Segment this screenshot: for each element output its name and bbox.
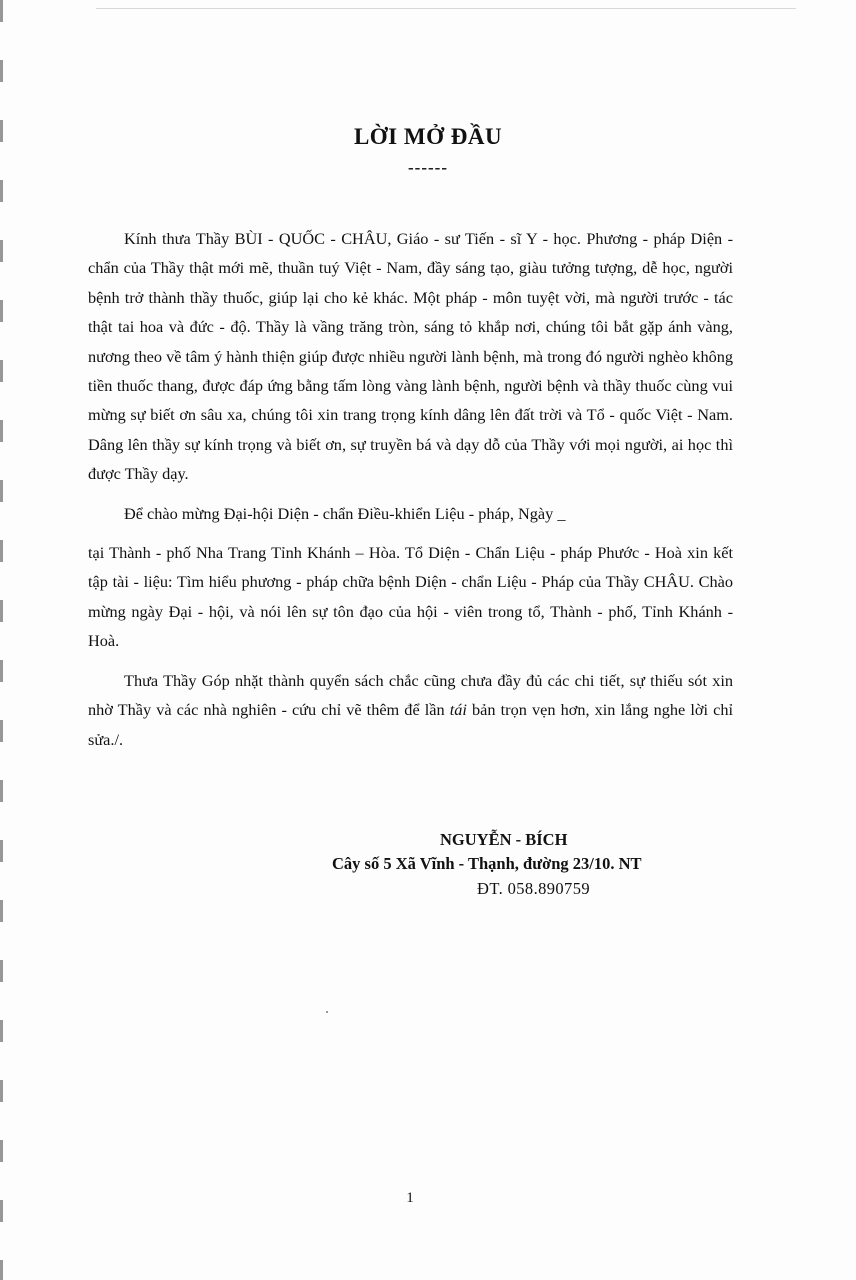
line: chẩn Liệu - Pháp của Thầy CHÂU. Chào mừng ngày Đại - hội, và nói lên sự tôn <box>88 572 733 621</box>
line: thì được Thầy dạy. <box>88 434 733 484</box>
line: trọn vẹn hơn, xin lắng nghe lời chỉ sửa./. <box>88 700 733 749</box>
line: sáng tạo, giàu tưởng tượng, dễ học, người bệnh trở thành thầy thuốc, giúp lại <box>88 258 734 307</box>
author-phone: ĐT. 058.890759 <box>477 879 590 898</box>
paragraph-1 <box>88 224 733 489</box>
line: kính trọng và biết ơn, sự truyền bá và dạy dỗ của Thầy với mọi người, ai học <box>204 434 712 454</box>
paragraph-2 <box>88 499 733 528</box>
line: - độ. Thầy là vầng trăng tròn, sáng tỏ khắp nơi, chúng tôi bắt gặp ánh vàng, <box>219 317 733 337</box>
line: trang trọng kính dâng lên đất trời và Tổ - quốc Việt - Nam. Dâng lên thầy sự <box>88 405 733 454</box>
paragraph-4 <box>88 666 733 754</box>
body-text <box>88 224 733 754</box>
line: đạo của hội - viên trong tổ, Thành - phố, Tỉnh Khánh - Hoà. <box>88 601 733 651</box>
line: Phước - Hoà xin kết tập tài - liệu: Tìm hiểu phương - pháp chữa bệnh Diện - <box>88 543 733 592</box>
binding-edge <box>0 0 3 1280</box>
line: Kính thưa Thầy BÙI - QUỐC - CHÂU, Giáo - sư Tiến - sĩ Y - học. <box>124 229 581 248</box>
paragraph-3 <box>88 538 733 656</box>
line: Thưa Thầy Góp nhặt thành quyển sách chắc cũng chưa đầy đủ các chi tiết, <box>124 670 625 690</box>
title-underline: ------ <box>408 158 448 177</box>
line: nương theo về tâm ý hành thiện giúp được nhiều người lành bệnh, mà trong đó <box>88 346 602 366</box>
line: Để chào mừng Đại-hội Diện - chẩn Điều-khiển Liệu - pháp, Ngày _ <box>124 503 566 523</box>
line: người nghèo không tiền thuốc thang, được đáp ứng bằng tấm lòng vàng lành <box>88 346 734 396</box>
line: sự thiếu sót xin nhờ Thầy và các nhà nghiên - cứu chỉ vẽ thêm để lần <box>88 670 733 720</box>
scan-speck <box>326 1011 328 1013</box>
page-number: 1 <box>406 1190 414 1206</box>
page-title: LỜI MỞ ĐẦU <box>353 124 503 149</box>
author-address: Cây số 5 Xã Vĩnh - Thạnh, đường 23/10. NT <box>332 854 642 873</box>
line: bệnh, người bệnh và thầy thuốc cùng vui mừng sự biết ơn sâu xa, chúng tôi xin <box>88 376 733 425</box>
line: cho kẻ khác. Một pháp - môn tuyệt vời, mà người trước - tác thật tai hoa và đức <box>88 287 733 337</box>
line: tại Thành - phố Nha Trang Tỉnh Khánh – Hòa. Tổ Diện - Chẩn Liệu - pháp <box>88 543 593 563</box>
author-name: NGUYỄN - BÍCH <box>440 830 568 849</box>
line-tail: bản <box>466 700 496 720</box>
line: Phương - pháp Diện - chẩn của Thầy thật mới mẽ, thuần tuý Việt - Nam, đầy <box>88 229 733 278</box>
page-top-edge <box>96 8 796 9</box>
italic-word: tái <box>449 700 467 720</box>
